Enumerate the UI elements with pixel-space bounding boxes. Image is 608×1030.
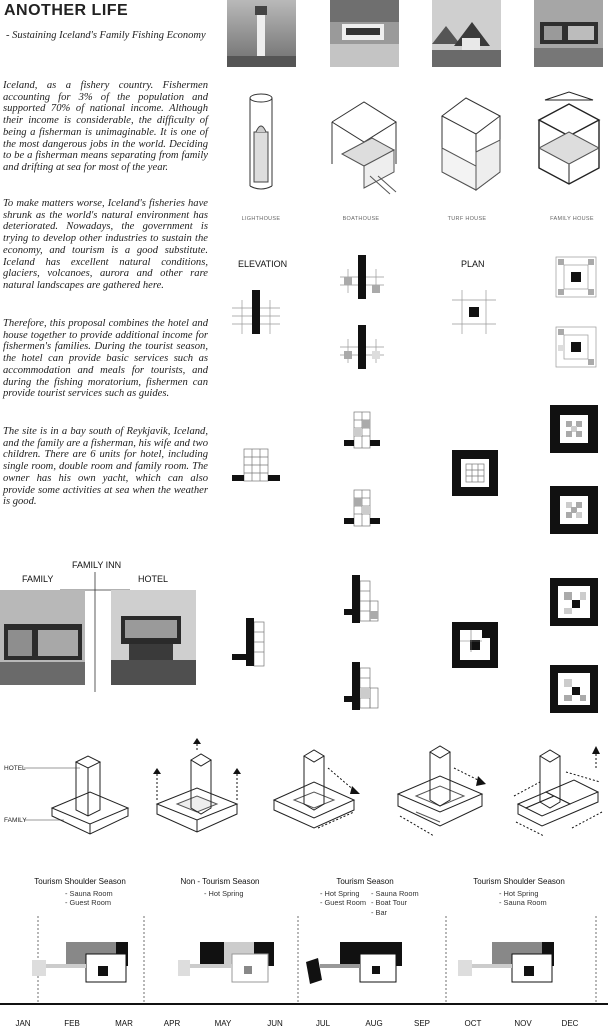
season-2-title: Non - Tourism Season: [180, 877, 260, 886]
month-may: MAY: [214, 1019, 232, 1028]
elevation-diagram-4: [232, 445, 280, 491]
phase-diagram-1: [48, 750, 132, 840]
plan-diagram-7: [452, 622, 498, 668]
season-1-item-1: - Sauna Room: [65, 889, 113, 898]
elevation-diagram-7: [232, 618, 274, 668]
month-jul: JUL: [315, 1019, 331, 1028]
season-3-item-4: - Boat Tour: [371, 898, 408, 907]
family-house-photo: [534, 0, 603, 67]
month-feb: FEB: [64, 1019, 80, 1028]
month-oct: OCT: [464, 1019, 482, 1028]
phase-diagram-4: [394, 742, 486, 842]
elevation-diagram-3: [340, 325, 384, 369]
phase-diagram-3: [270, 742, 360, 840]
elevation-diagram-1: [232, 290, 280, 334]
family-inn-title: FAMILY INN: [72, 560, 122, 570]
season-3-item-1: - Hot Spring: [320, 889, 360, 898]
boathouse-photo: [330, 0, 399, 67]
family-label: FAMILY: [22, 574, 54, 584]
season-4-item-2: - Sauna Room: [499, 898, 547, 907]
plan-diagram-3: [554, 325, 598, 369]
plan-diagram-9: [550, 665, 598, 713]
elevation-diagram-6: [342, 488, 382, 532]
month-sep: SEP: [413, 1019, 430, 1028]
turf-house-axonometric: [436, 92, 506, 202]
phase-hotel-label: HOTEL: [4, 765, 26, 772]
plan-diagram-5: [550, 405, 598, 453]
timeline-diagram-4: [456, 940, 556, 986]
lighthouse-label: LIGHTHOUSE: [241, 216, 281, 222]
family-house-photo-large: [0, 590, 85, 685]
season-3-title: Tourism Season: [336, 877, 394, 886]
season-4-item-1: - Hot Spring: [499, 889, 539, 898]
turf-house-photo: [432, 0, 501, 67]
plan-label: PLAN: [461, 259, 485, 269]
month-nov: NOV: [514, 1019, 532, 1028]
paragraph-intro: Iceland, as a fishery country. Fishermen accounting for 3% of the population and supported 70% of national income. Although their income is considerable, the difficulty of being a fisherman is unimaginable. It is one of the most dangerous jobs in the world. Deciding to be a fisherman means separating from family and drifting at sea for most of the year.: [3, 80, 208, 173]
plan-diagram-2: [554, 255, 598, 299]
hotel-label: HOTEL: [138, 574, 169, 584]
season-3-item-5: - Bar: [371, 908, 388, 917]
month-jun: JUN: [267, 1019, 283, 1028]
season-3-item-3: - Sauna Room: [371, 889, 419, 898]
season-3-item-2: - Guest Room: [320, 898, 367, 907]
phase-diagram-2: [153, 742, 241, 840]
phase-diagram-5: [510, 742, 604, 842]
family-house-label: FAMILY HOUSE: [550, 216, 594, 222]
plan-diagram-8: [550, 578, 598, 626]
season-4-title: Tourism Shoulder Season: [473, 877, 565, 886]
page-subtitle: - Sustaining Iceland's Family Fishing Economy: [6, 30, 206, 41]
lighthouse-photo: [227, 0, 296, 67]
timeline-diagram-2: [176, 940, 276, 986]
page-title: ANOTHER LIFE: [4, 2, 129, 19]
plan-diagram-6: [550, 486, 598, 534]
elevation-diagram-2: [340, 255, 384, 299]
timeline-diagram-1: [30, 940, 130, 986]
elevation-diagram-5: [342, 410, 382, 454]
paragraph-fisheries: To make matters worse, Iceland's fisheries have shrunk as the world's natural environment has deteriorated. Nowadays, the government is trying to develop other industries to sustain the economy, and tourism is a good substitute. Iceland has excellent natural conditions, glaciers, volcanoes, aurora and other rare natural landscapes are gathered here.: [3, 198, 208, 291]
boathouse-axonometric: [324, 92, 404, 202]
month-dec: DEC: [561, 1019, 579, 1028]
timeline-diagram-3: [304, 940, 404, 986]
season-1-title: Tourism Shoulder Season: [34, 877, 126, 886]
lighthouse-axonometric: [248, 92, 274, 192]
month-jan: JAN: [15, 1019, 31, 1028]
boathouse-label: BOATHOUSE: [342, 216, 380, 222]
month-mar: MAR: [115, 1019, 133, 1028]
family-house-axonometric: [535, 92, 603, 202]
month-aug: AUG: [365, 1019, 383, 1028]
paragraph-proposal: Therefore, this proposal combines the hotel and house together to provide additional income for fishermen's families. During the tourist season, the hotel can provide basic services such as accommodation and meals for tourists, and during the fishing moratorium, fishermen can provide tourist services such as guides.: [3, 318, 208, 400]
month-apr: APR: [163, 1019, 181, 1028]
paragraph-site: The site is in a bay south of Reykjavik, Iceland, and the family are a fisherman, his wife and two children. There are 6 units for hotel, including single room, double room and family room. The owner has his own yacht, which can also provide some activities at sea when the weather is good.: [3, 426, 208, 508]
plan-diagram-4: [452, 450, 498, 496]
hotel-photo-large: [111, 590, 196, 685]
turf-house-label: TURF HOUSE: [447, 216, 487, 222]
elevation-diagram-8: [344, 575, 386, 625]
elevation-label: ELEVATION: [238, 259, 288, 269]
elevation-diagram-9: [344, 662, 386, 712]
plan-diagram-1: [452, 290, 496, 334]
phase-family-label: FAMILY: [4, 817, 27, 824]
season-1-item-2: - Guest Room: [65, 898, 112, 907]
season-2-item-1: - Hot Spring: [204, 889, 244, 898]
